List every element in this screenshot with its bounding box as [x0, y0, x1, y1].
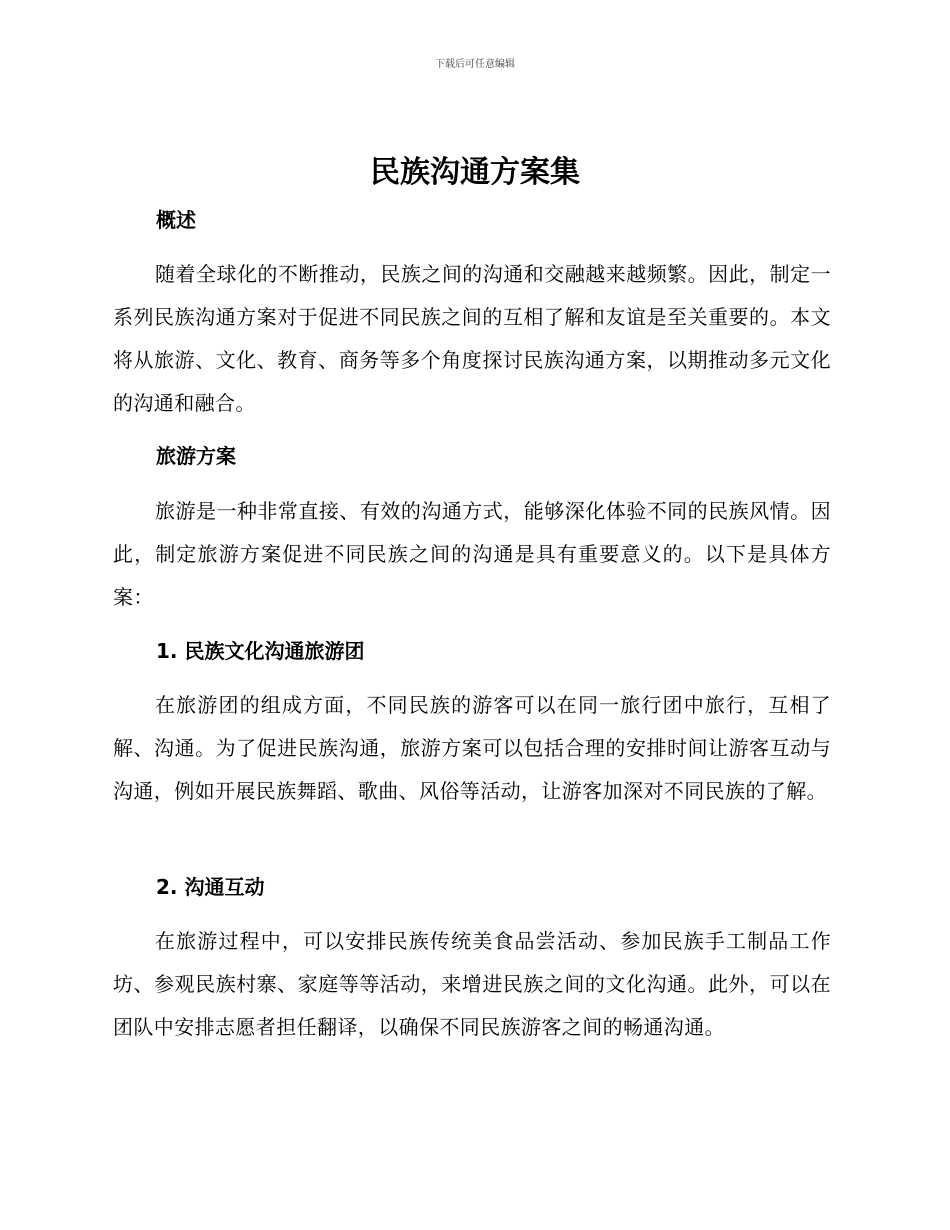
heading-item-1: 1. 民族文化沟通旅游团: [156, 639, 365, 663]
heading-tourism-plan: 旅游方案: [156, 444, 236, 468]
paragraph-item-1: 在旅游团的组成方面，不同民族的游客可以在同一旅行团中旅行，互相了解、沟通。为了促进民族沟通，旅游方案可以包括合理的安排时间让游客互动与沟通，例如开展民族舞蹈、歌曲、风俗等活动，让游客加深对不同民族的了解。: [113, 693, 831, 803]
paragraph-overview: 随着全球化的不断推动，民族之间的沟通和交融越来越频繁。因此，制定一系列民族沟通方案对于促进不同民族之间的互相了解和友谊是至关重要的。本文将从旅游、文化、教育、商务等多个角度探讨民族沟通方案，以期推动多元文化的沟通和融合。: [113, 262, 831, 415]
heading-item-2: 2. 沟通互动: [156, 875, 265, 899]
paragraph-item-2: 在旅游过程中，可以安排民族传统美食品尝活动、参加民族手工制品工作坊、参观民族村寨、家庭等等活动，来增进民族之间的文化沟通。此外，可以在团队中安排志愿者担任翻译，以确保不同民族游客之间的畅通沟通。: [113, 929, 831, 1039]
document-title: 民族沟通方案集: [370, 155, 580, 190]
heading-overview: 概述: [156, 208, 196, 232]
page-header-note: 下载后可任意编辑: [435, 59, 515, 70]
paragraph-tourism-plan: 旅游是一种非常直接、有效的沟通方式，能够深化体验不同的民族风情。因此，制定旅游方案促进不同民族之间的沟通是具有重要意义的。以下是具体方案：: [113, 499, 831, 609]
